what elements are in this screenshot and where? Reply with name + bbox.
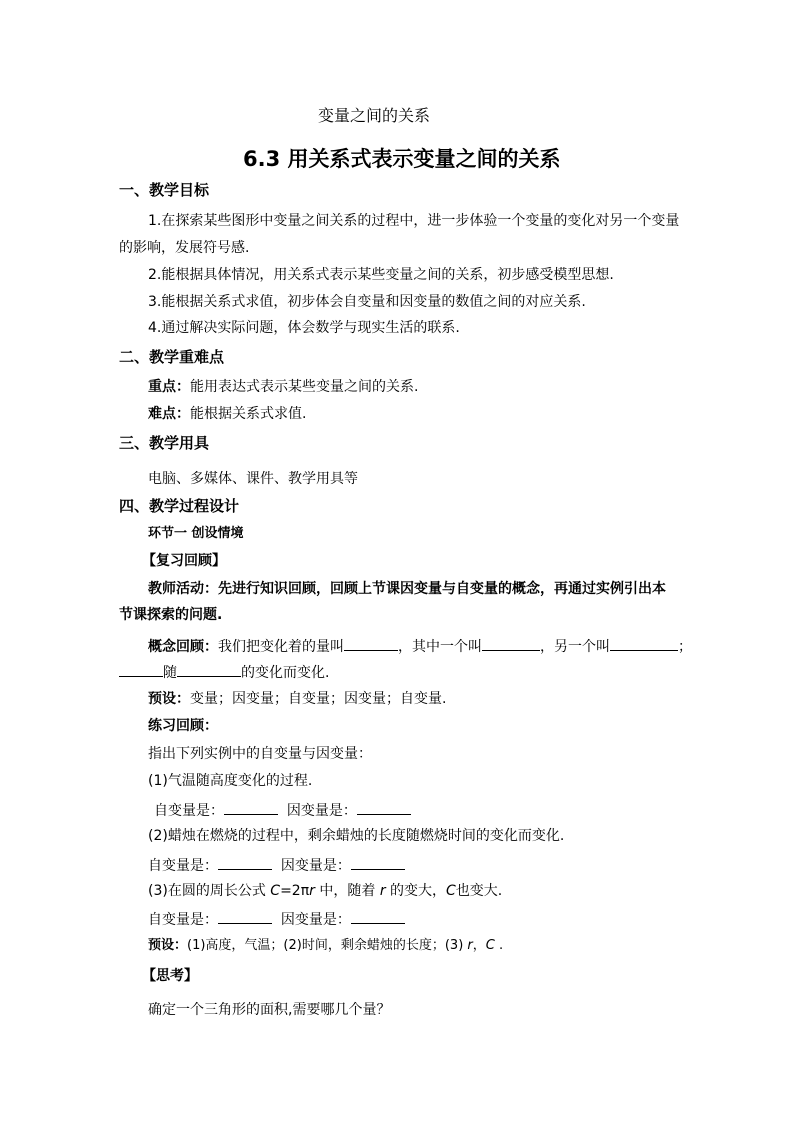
- independent-blank-1: [224, 800, 278, 815]
- question-1-answer-line: [154, 800, 411, 820]
- tools-text: 电脑、多媒体、课件、教学用具等: [148, 471, 358, 487]
- dependent-label-1: 因变量是：: [286, 803, 357, 819]
- doc-title: 6.3 用关系式表示变量之间的关系: [243, 147, 561, 171]
- independent-blank-2: [218, 855, 272, 870]
- concept-review-text-4: ；: [678, 639, 692, 655]
- concept-review-text-2: ，其中一个叫: [398, 639, 482, 655]
- difficult-point-label: 难点：: [148, 406, 190, 422]
- fill-blank-3: [610, 636, 678, 651]
- preset-2-label: 预设：: [148, 938, 188, 953]
- fill-blank-4: [119, 662, 163, 677]
- dependent-label-3: 因变量是：: [280, 912, 351, 928]
- question-2: (2)蜡烛在燃烧的过程中，剩余蜡烛的长度随燃烧时间的变化而变化.: [148, 828, 565, 844]
- doc-supertitle: 变量之间的关系: [318, 106, 431, 125]
- fill-blank-5: [177, 662, 241, 677]
- independent-label-1: 自变量是：: [154, 803, 224, 819]
- variable-c: C: [446, 883, 456, 899]
- fill-blank-2: [482, 636, 540, 651]
- dependent-blank-2: [351, 855, 405, 870]
- preset-2-end: .: [494, 938, 504, 953]
- goal-1-line-1: 1.在探索某些图形中变量之间关系的过程中，进一步体验一个变量的变化对另一个变量: [148, 213, 680, 229]
- concept-review-text-1: 我们把变化着的量叫: [218, 639, 344, 655]
- concept-review-label: 概念回顾：: [148, 639, 218, 655]
- concept-review-text-6: 的变化而变化.: [241, 665, 330, 681]
- question-3-text-b: 中，随着: [314, 883, 380, 899]
- preset-answer-1: [148, 690, 446, 708]
- section-heading-goals: 一、教学目标: [119, 181, 210, 199]
- independent-label-3: 自变量是：: [148, 912, 218, 928]
- question-3-text-a: (3)在圆的周长公式: [148, 883, 271, 899]
- preset-1-label: 预设：: [148, 691, 190, 707]
- concept-review-line-1: [148, 636, 692, 656]
- think-question: 确定一个三角形的面积,需要哪几个量？: [148, 1002, 391, 1018]
- question-3-answer-line: [148, 909, 405, 929]
- question-3-text-d: 也变大.: [455, 883, 503, 899]
- question-3-text-c: 的变大，: [385, 883, 447, 899]
- goal-4: 4.通过解决实际问题，体会数学与现实生活的联系.: [148, 320, 460, 336]
- formula-r: r: [309, 883, 315, 899]
- concept-review-text-3: ，另一个叫: [540, 639, 610, 655]
- independent-label-2: 自变量是：: [148, 858, 218, 874]
- key-point-label: 重点：: [148, 379, 190, 395]
- difficult-point-text: 能根据关系式求值.: [190, 406, 307, 422]
- think-heading: 【思考】: [142, 968, 198, 984]
- preset-2-r: r: [467, 938, 473, 953]
- practice-review-label: 练习回顾：: [148, 718, 218, 734]
- concept-review-line-2: [119, 662, 329, 682]
- link-1-heading: 环节一 创设情境: [148, 526, 244, 541]
- goal-3: 3.能根据关系式求值，初步体会自变量和因变量的数值之间的对应关系.: [148, 294, 586, 310]
- dependent-label-2: 因变量是：: [280, 858, 351, 874]
- preset-1-text: 变量；因变量；自变量；因变量；自变量.: [190, 691, 447, 707]
- preset-2-text: (1)高度，气温；(2)时间，剩余蜡烛的长度；(3): [187, 938, 468, 953]
- section-heading-key-points: 二、教学重难点: [119, 348, 225, 366]
- fill-blank-1: [344, 636, 398, 651]
- preset-answer-2: [148, 937, 503, 955]
- independent-blank-3: [218, 909, 272, 924]
- concept-review-text-5: 随: [163, 665, 177, 681]
- dependent-blank-3: [351, 909, 405, 924]
- key-point: [148, 378, 418, 396]
- question-1: (1)气温随高度变化的过程.: [148, 773, 313, 789]
- question-3: [148, 882, 502, 900]
- variable-r: r: [379, 883, 386, 899]
- practice-intro: 指出下列实例中的自变量与因变量：: [148, 746, 372, 762]
- goal-2: 2.能根据具体情况，用关系式表示某些变量之间的关系，初步感受模型思想.: [148, 267, 614, 283]
- difficult-point: [148, 405, 306, 423]
- formula-c: C: [270, 883, 281, 899]
- teacher-activity-line-1: 教师活动：先进行知识回顾，回顾上节课因变量与自变量的概念，再通过实例引出本: [148, 581, 666, 597]
- key-point-text: 能用表达式表示某些变量之间的关系.: [190, 379, 419, 395]
- goal-1-line-2: 的影响，发展符号感.: [119, 240, 250, 256]
- question-2-answer-line: [148, 855, 405, 875]
- formula-eq: =2π: [280, 883, 310, 899]
- preset-2-c: C: [485, 938, 495, 953]
- teacher-activity-line-2: 节课探索的问题.: [119, 607, 223, 623]
- section-heading-process: 四、教学过程设计: [119, 497, 240, 515]
- preset-2-sep: ，: [472, 938, 486, 953]
- dependent-blank-1: [357, 800, 411, 815]
- review-heading: 【复习回顾】: [142, 553, 226, 569]
- section-heading-tools: 三、教学用具: [119, 434, 210, 452]
